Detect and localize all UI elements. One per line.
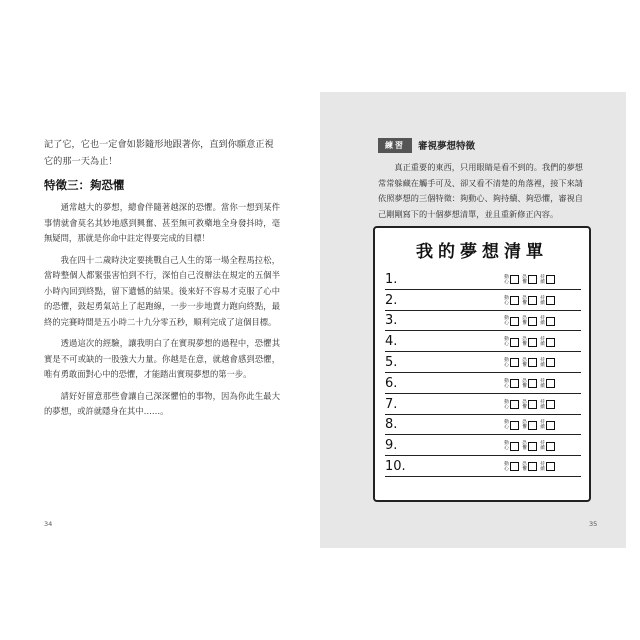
checkbox-label: 持續 (540, 295, 545, 306)
checkbox[interactable] (528, 338, 537, 347)
checkbox-label: 恐懼 (522, 378, 527, 389)
checkbox[interactable] (546, 317, 555, 326)
exercise-text: 真正重要的東西，只用眼睛是看不到的。我們的夢想常常躲藏在觸手可及、卻又看不清楚的角落裡，接下來請依照夢想的三個特徵：夠動心、夠持續、夠恐懼，審視自己剛剛寫下的十個夢想清單，並且重新修正內容。 (378, 162, 583, 219)
dream-list-card (373, 226, 591, 502)
dream-list-row (385, 290, 581, 311)
checkbox-label: 恐懼 (522, 295, 527, 306)
dream-list-row (385, 269, 581, 290)
checkbox[interactable] (528, 400, 537, 409)
checkbox-label: 動心 (504, 461, 509, 472)
checkbox[interactable] (528, 442, 537, 451)
checkbox-group (504, 333, 519, 351)
checkbox[interactable] (546, 379, 555, 388)
row-number: 2. (385, 292, 398, 308)
row-number: 6. (385, 375, 398, 391)
checkbox[interactable] (546, 296, 555, 305)
checkbox-label: 持續 (540, 399, 545, 410)
checkbox-label: 動心 (504, 295, 509, 306)
checkbox-label: 持續 (540, 420, 545, 431)
checkbox-label: 恐懼 (522, 441, 527, 452)
checkbox-label: 持續 (540, 337, 545, 348)
checkbox-label: 恐懼 (522, 274, 527, 285)
checkbox-label: 恐懼 (522, 420, 527, 431)
checkbox-group (522, 312, 537, 330)
dream-list-row (385, 373, 581, 394)
checkbox-group (522, 271, 537, 289)
dream-list-title: 我的夢想清單 (416, 242, 548, 262)
checkbox[interactable] (510, 338, 519, 347)
checkbox-group (540, 354, 555, 372)
checkbox-label: 恐懼 (522, 337, 527, 348)
checkbox-group (540, 396, 555, 414)
checkbox-group (522, 437, 537, 455)
dream-list-rows (385, 269, 581, 477)
checkbox-group (504, 437, 519, 455)
checkbox-label: 動心 (504, 274, 509, 285)
page-number-left: 34 (44, 520, 53, 528)
checkbox[interactable] (546, 421, 555, 430)
checkbox[interactable] (546, 358, 555, 367)
body-paragraph: 我在四十二歲時決定要挑戰自己人生的第一場全程馬拉松，當時整個人都緊張害怕到不行，深怕自己沒辦法在規定的五個半小時內回到終點，留下遺憾的結果。後來好不容易才克服了心中的恐懼，鼓起勇氣站上了起跑線，一步一步地賣力跑向終點，最終的完賽時間是五小時二十九分零五秒，順利完成了這個目標。 (44, 254, 280, 327)
checkbox-label: 動心 (504, 399, 509, 410)
row-number: 3. (385, 313, 398, 329)
checkbox[interactable] (546, 442, 555, 451)
checkbox-group (522, 333, 537, 351)
checkbox-group (504, 354, 519, 372)
checkbox[interactable] (546, 400, 555, 409)
checkbox[interactable] (546, 338, 555, 347)
checkbox-label: 動心 (504, 441, 509, 452)
row-number: 1. (385, 271, 398, 287)
checkbox-label: 恐懼 (522, 316, 527, 327)
checkbox[interactable] (510, 296, 519, 305)
checkbox-group (540, 271, 555, 289)
checkbox-group (522, 292, 537, 310)
checkbox-group (504, 312, 519, 330)
dream-list-row (385, 394, 581, 415)
dream-list-row (385, 456, 581, 477)
checkbox-label: 持續 (540, 461, 545, 472)
checkbox[interactable] (510, 400, 519, 409)
checkbox-group (522, 375, 537, 393)
checkbox-label: 持續 (540, 316, 545, 327)
checkbox-label: 動心 (504, 357, 509, 368)
checkbox-label: 動心 (504, 378, 509, 389)
dream-list-row (385, 311, 581, 332)
checkbox-group (522, 354, 537, 372)
checkbox-label: 動心 (504, 420, 509, 431)
checkbox[interactable] (510, 275, 519, 284)
lead-paragraph: 記了它，它也一定會如影隨形地跟著你，直到你願意正視它的那一天為止！ (44, 139, 274, 167)
checkbox-label: 恐懼 (522, 357, 527, 368)
body-paragraph: 透過這次的經驗，讓我明白了在實現夢想的過程中，恐懼其實是不可或缺的一股強大力量。你越是在意，就越會感到恐懼，唯有勇敢面對心中的恐懼，才能踏出實現夢想的第一步。 (44, 338, 280, 379)
checkbox-label: 持續 (540, 378, 545, 389)
checkbox-label: 動心 (504, 337, 509, 348)
exercise-label: 練習 (378, 138, 412, 153)
checkbox[interactable] (528, 275, 537, 284)
checkbox-group (540, 375, 555, 393)
dream-list-row (385, 415, 581, 436)
checkbox-label: 持續 (540, 274, 545, 285)
exercise-title: 審視夢想特徵 (418, 141, 476, 152)
checkbox[interactable] (510, 379, 519, 388)
checkbox[interactable] (510, 421, 519, 430)
checkbox[interactable] (510, 442, 519, 451)
section-heading: 特徵三：夠恐懼 (44, 178, 125, 192)
page-number-right: 35 (589, 520, 598, 528)
checkbox-group (522, 396, 537, 414)
checkbox-group (522, 458, 537, 476)
row-number: 8. (385, 417, 398, 433)
checkbox-label: 持續 (540, 441, 545, 452)
checkbox-label: 恐懼 (522, 399, 527, 410)
checkbox[interactable] (510, 317, 519, 326)
row-number: 4. (385, 334, 398, 350)
row-number: 7. (385, 396, 398, 412)
checkbox[interactable] (510, 462, 519, 471)
row-number: 9. (385, 438, 398, 454)
checkbox-group (540, 292, 555, 310)
checkbox[interactable] (546, 275, 555, 284)
checkbox-group (540, 416, 555, 434)
checkbox-group (504, 292, 519, 310)
checkbox[interactable] (528, 379, 537, 388)
checkbox[interactable] (528, 317, 537, 326)
body-paragraph: 請好好留意那些會讓自己深深懼怕的事物，因為你此生最大的夢想，或許就隱身在其中……。 (44, 390, 280, 416)
dream-list-row (385, 352, 581, 373)
checkbox-group (504, 396, 519, 414)
checkbox-group (504, 416, 519, 434)
checkbox[interactable] (528, 296, 537, 305)
body-text (44, 200, 280, 426)
checkbox[interactable] (510, 358, 519, 367)
dream-list-row (385, 331, 581, 352)
dream-list-row (385, 435, 581, 456)
checkbox-group (540, 312, 555, 330)
checkbox-group (522, 416, 537, 434)
checkbox-label: 恐懼 (522, 461, 527, 472)
checkbox-group (504, 271, 519, 289)
body-paragraph: 通常越大的夢想，總會伴隨著越深的恐懼。當你一想到某件事情就會莫名其妙地感到興奮、甚至無可救藥地全身發抖時，毫無疑問，那就是你命中註定得要完成的目標！ (44, 202, 280, 243)
checkbox-group (540, 333, 555, 351)
checkbox-group (504, 458, 519, 476)
checkbox-label: 持續 (540, 357, 545, 368)
row-number: 5. (385, 354, 398, 370)
row-number: 10. (385, 458, 406, 474)
checkbox-group (540, 458, 555, 476)
checkbox-group (540, 437, 555, 455)
checkbox-group (504, 375, 519, 393)
checkbox-label: 動心 (504, 316, 509, 327)
checkbox[interactable] (528, 421, 537, 430)
checkbox[interactable] (546, 462, 555, 471)
checkbox[interactable] (528, 358, 537, 367)
checkbox[interactable] (528, 462, 537, 471)
